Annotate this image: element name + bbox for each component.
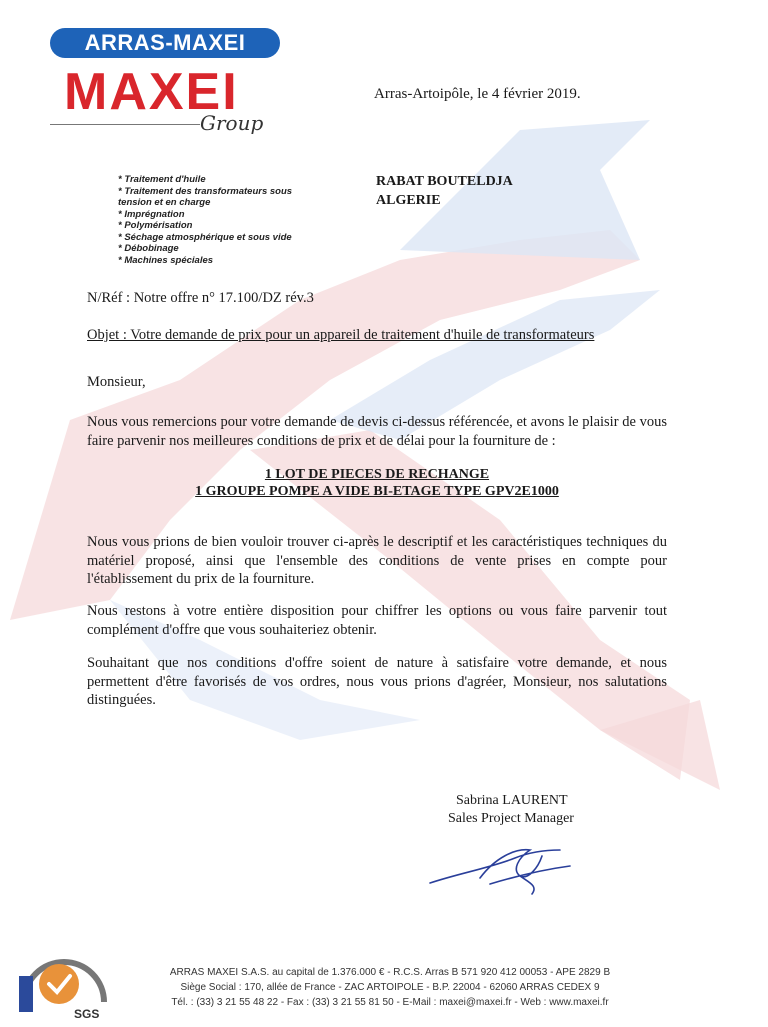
company-logo [50, 28, 290, 138]
reference-line: N/Réf : Notre offre n° 17.100/DZ rév.3 [87, 290, 314, 306]
footer [150, 965, 630, 1010]
signatory-name: Sabrina LAURENT [456, 793, 568, 808]
service-item: * Traitement d'huile [118, 174, 206, 185]
service-item: * Séchage atmosphérique et sous vide [118, 231, 292, 243]
footer-line-1: ARRAS MAXEI S.A.S. au capital de 1.376.000 € - R.C.S. Arras B 571 920 412 00053 - APE 2829 B [169, 967, 611, 978]
paragraph-intro: Nous vous remercions pour votre demande de devis ci-dessus référencée, et avons le plaisir de vous faire parvenir nos meilleures conditions de prix et de délai pour la fourniture de : [87, 414, 667, 449]
service-item: * Polymérisation [118, 220, 193, 231]
service-item: tension et en charge [118, 197, 211, 208]
sgs-label: SGS [74, 1007, 100, 1021]
service-item: * Traitement des transformateurs sous [118, 185, 293, 197]
subject-text: Objet : Votre demande de prix pour un appareil de traitement d'huile de transformateurs [87, 327, 595, 343]
sgs-seal-icon [14, 932, 114, 1022]
recipient-country: ALGERIE [376, 193, 441, 208]
footer-line-2: Siège Social : 170, allée de France - ZAC ARTOIPOLE - B.P. 22004 - 62060 ARRAS CEDEX 9 [180, 982, 600, 993]
logo-banner: ARRAS-MAXEI [50, 28, 280, 58]
logo-underline [50, 124, 200, 125]
signatory-title: Sales Project Manager [448, 811, 574, 826]
salutation: Monsieur, [87, 374, 146, 390]
item-line-2: 1 GROUPE POMPE A VIDE BI-ETAGE TYPE GPV2E1000 [195, 484, 559, 499]
paragraph-availability: Nous restons à votre entière disposition pour chiffrer les options ou vous faire parvenir tout complément d'offre que vous souhaiteriez obtenir. [87, 603, 667, 638]
footer-line-3: Tél. : (33) 3 21 55 48 22 - Fax : (33) 3 21 55 81 50 - E-Mail : maxei@maxei.fr - Web : www.maxei.fr [171, 997, 609, 1008]
paragraph-closing: Souhaitant que nos conditions d'offre soient de nature à satisfaire votre demande, et nous permettent d'être favorisés de vos ordres, nous vous prions d'agréer, Monsieur, nos salutations distinguées. [87, 655, 667, 708]
subject-line [87, 327, 594, 344]
paragraph-description: Nous vous prions de bien vouloir trouver ci-après le descriptif et les caractéristiques techniques du matériel proposé, ainsi que l'ensemble des conditions de vente prises en compte pour l'établissement du prix de la fourniture. [87, 534, 667, 587]
service-item: * Débobinage [118, 243, 179, 254]
item-line-1: 1 LOT DE PIECES DE RECHANGE [264, 467, 490, 482]
service-item: * Imprégnation [118, 208, 185, 220]
recipient-block [376, 172, 513, 210]
letter-date: Arras-Artoipôle, le 4 février 2019. [374, 86, 581, 102]
services-list [118, 174, 348, 266]
items-block [87, 466, 667, 500]
handwritten-signature [420, 828, 580, 898]
logo-group-text: Group [200, 111, 264, 135]
service-item: * Machines spéciales [118, 254, 214, 266]
iso-certification-seal [14, 932, 114, 1022]
recipient-name: RABAT BOUTELDJA [376, 174, 513, 189]
logo-wordmark: MAXEI [64, 63, 239, 121]
